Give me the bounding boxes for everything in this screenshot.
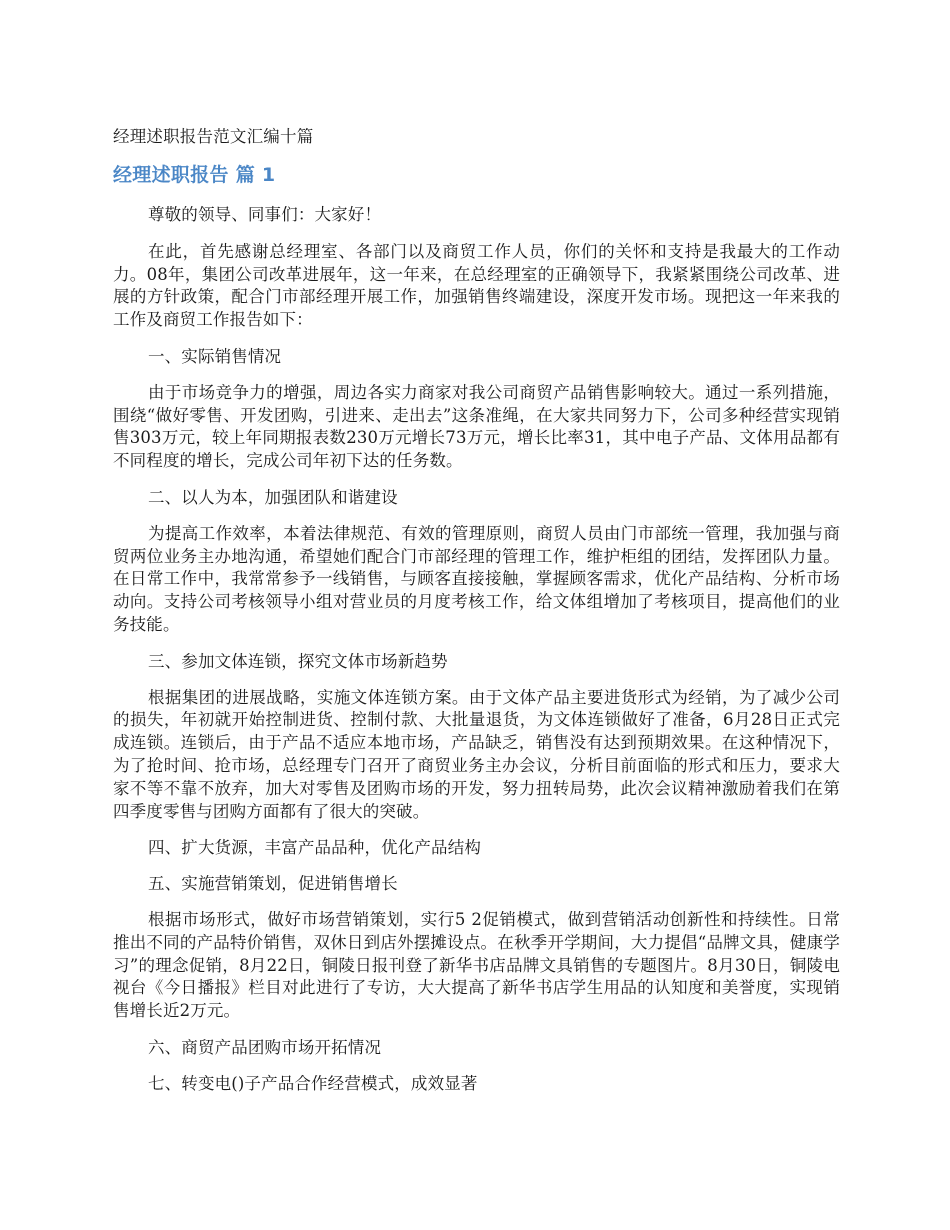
chain-paragraph: 根据集团的进展战略，实施文体连锁方案。由于文体产品主要进货形式为经销，为了减少公司的损失，年初就开始控制进货、控制付款、大批量退货，为文体连锁做好了准备，6月28日正式完成连锁。连锁后，由于产品不适应本地市场，产品缺乏，销售没有达到预期效果。在这种情况下，为了抢时间、抢市场，总经理专门召开了商贸业务主办会议，分析目前面临的形式和压力，要求大家不等不靠不放弃，加大对零售及团购市场的开发，努力扭转局势，此次会议精神激励着我们在第四季度零售与团购方面都有了很大的突破。 (113, 687, 840, 821)
subheading-chain: 三、参加文体连锁，探究文体市场新趋势 (148, 651, 448, 671)
subheading-group-purchase: 六、商贸产品团购市场开拓情况 (148, 1037, 382, 1057)
greeting-paragraph: 尊敬的领导、同事们：大家好！ (148, 205, 382, 224)
subheading-supply: 四、扩大货源，丰富产品品种，优化产品结构 (148, 838, 481, 858)
document-title: 经理述职报告范文汇编十篇 (113, 127, 314, 146)
section-heading: 经理述职报告 篇 1 (113, 164, 276, 186)
subheading-team: 二、以人为本，加强团队和谐建设 (148, 487, 398, 507)
document-page (113, 126, 840, 1109)
sales-paragraph: 由于市场竞争力的增强，周边各实力商家对我公司商贸产品销售影响较大。通过一系列措施，围绕“做好零售、开发团购，引进来、走出去”这条准绳，在大家共同努力下，公司多种经营实现销售303万元，较上年同期报表数230万元增长73万元，增长比率31，其中电子产品、文体用品都有不同程度的增长，完成公司年初下达的任务数。 (113, 382, 840, 471)
subheading-sales: 一、实际销售情况 (148, 346, 282, 366)
subheading-marketing: 五、实施营销策划，促进销售增长 (148, 874, 398, 894)
intro-paragraph: 在此，首先感谢总经理室、各部门以及商贸工作人员，你们的关怀和支持是我最大的工作动力。08年，集团公司改革进展年，这一年来，在总经理室的正确领导下，我紧紧围绕公司改革、进展的方针政策，配合门市部经理开展工作，加强销售终端建设，深度开发市场。现把这一年来我的工作及商贸工作报告如下： (113, 241, 840, 330)
team-paragraph: 为提高工作效率，本着法律规范、有效的管理原则，商贸人员由门市部统一管理，我加强与商贸两位业务主办地沟通，希望她们配合门市部经理的管理工作，维护柜组的团结，发挥团队力量。在日常工作中，我常常参予一线销售，与顾客直接接触，掌握顾客需求，优化产品结构、分析市场动向。支持公司考核领导小组对营业员的月度考核工作，给文体组增加了考核项目，提高他们的业务技能。 (113, 523, 840, 634)
marketing-paragraph: 根据市场形式，做好市场营销策划，实行5 2促销模式，做到营销活动创新性和持续性。日常推出不同的产品特价销售，双休日到店外摆摊设点。在秋季开学期间，大力提倡“品牌文具，健康学习”的理念促销，8月22日，铜陵日报刊登了新华书店品牌文具销售的专题图片。8月30日，铜陵电视台《今日播报》栏目对此进行了专访，大大提高了新华书店学生用品的认知度和美誉度，实现销售增长近2万元。 (113, 909, 840, 1021)
subheading-electronics: 七、转变电()子产品合作经营模式，成效显著 (148, 1073, 478, 1093)
